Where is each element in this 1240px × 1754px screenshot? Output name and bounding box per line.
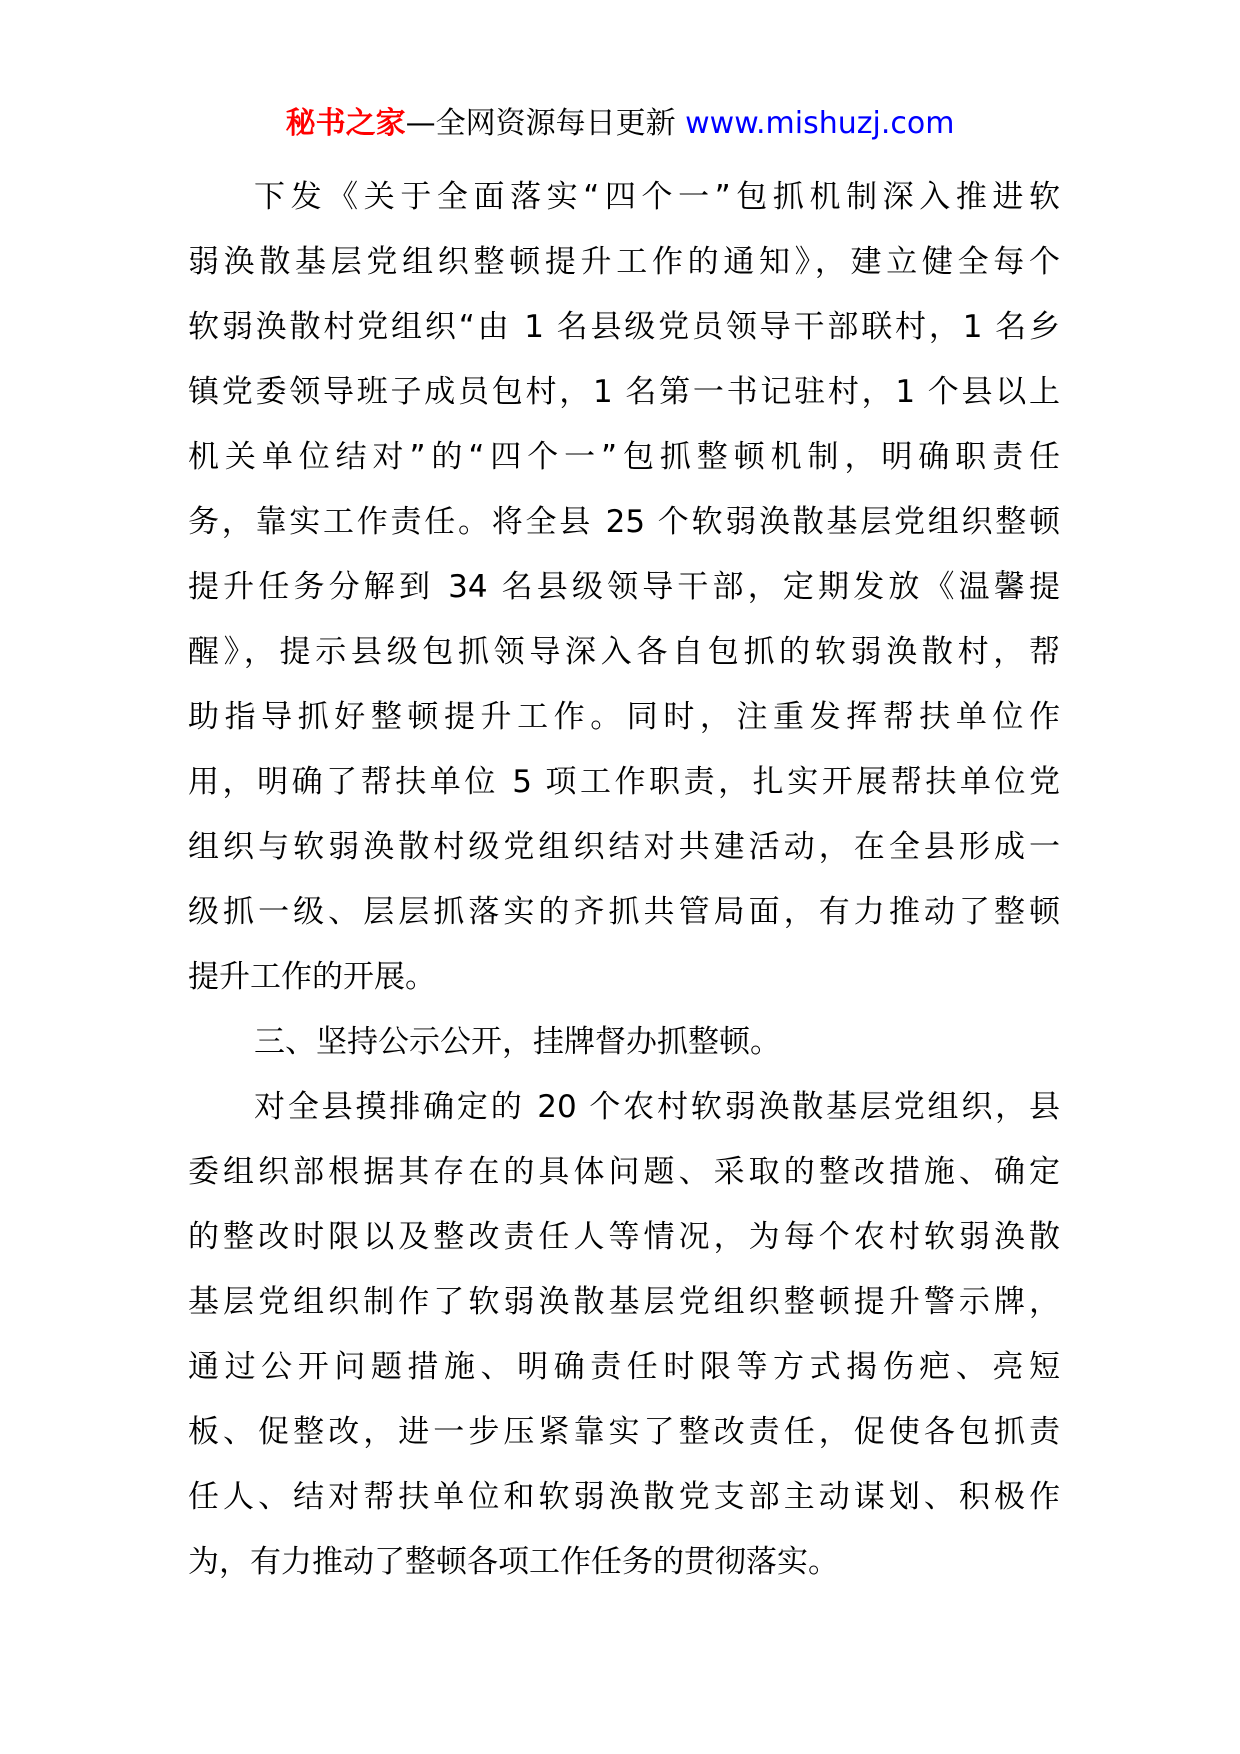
text-line: 对全县摸排确定的 20 个农村软弱涣散基层党组织，县 (254, 1089, 1060, 1125)
text-line: 为，有力推动了整顿各项工作任务的贯彻落实。 (188, 1544, 839, 1580)
text-line: 机关单位结对”的“四个一”包抓整顿机制，明确职责任 (188, 439, 1060, 475)
text-line: 务，靠实工作责任。将全县 25 个软弱涣散基层党组织整顿 (188, 504, 1060, 540)
site-url-link[interactable]: www.mishuzj.com (685, 106, 955, 141)
text-line: 软弱涣散村党组织“由 1 名县级党员领导干部联村，1 名乡 (188, 309, 1060, 345)
text-line: 通过公开问题措施、明确责任时限等方式揭伤疤、亮短 (188, 1349, 1060, 1385)
text-line: 提升任务分解到 34 名县级领导干部，定期发放《温馨提 (188, 569, 1060, 605)
text-line: 用，明确了帮扶单位 5 项工作职责，扎实开展帮扶单位党 (188, 764, 1060, 800)
text-line: 醒》，提示县级包抓领导深入各自包抓的软弱涣散村，帮 (188, 634, 1060, 670)
text-line: 级抓一级、层层抓落实的齐抓共管局面，有力推动了整顿 (188, 894, 1060, 930)
text-line: 镇党委领导班子成员包村，1 名第一书记驻村，1 个县以上 (188, 374, 1060, 410)
text-line: 基层党组织制作了软弱涣散基层党组织整顿提升警示牌， (188, 1284, 1060, 1320)
text-line: 弱涣散基层党组织整顿提升工作的通知》，建立健全每个 (188, 244, 1060, 280)
text-line: 下发《关于全面落实“四个一”包抓机制深入推进软 (254, 179, 1060, 215)
text-line: 组织与软弱涣散村级党组织结对共建活动，在全县形成一 (188, 829, 1060, 865)
text-line: 任人、结对帮扶单位和软弱涣散党支部主动谋划、积极作 (188, 1479, 1060, 1515)
text-line: 助指导抓好整顿提升工作。同时，注重发挥帮扶单位作 (188, 699, 1060, 735)
text-line: 的整改时限以及整改责任人等情况，为每个农村软弱涣散 (188, 1219, 1060, 1255)
section-heading: 三、坚持公示公开，挂牌督办抓整顿。 (254, 1024, 781, 1060)
text-line: 板、促整改，进一步压紧靠实了整改责任，促使各包抓责 (188, 1414, 1060, 1450)
text-line: 提升工作的开展。 (188, 959, 436, 995)
brand-name: 秘书之家 (285, 106, 406, 141)
header-slogan: —全网资源每日更新 (405, 106, 686, 141)
document-body (188, 165, 1060, 1595)
text-line: 委组织部根据其存在的具体问题、采取的整改措施、确定 (188, 1154, 1060, 1190)
page-header (0, 102, 1240, 146)
